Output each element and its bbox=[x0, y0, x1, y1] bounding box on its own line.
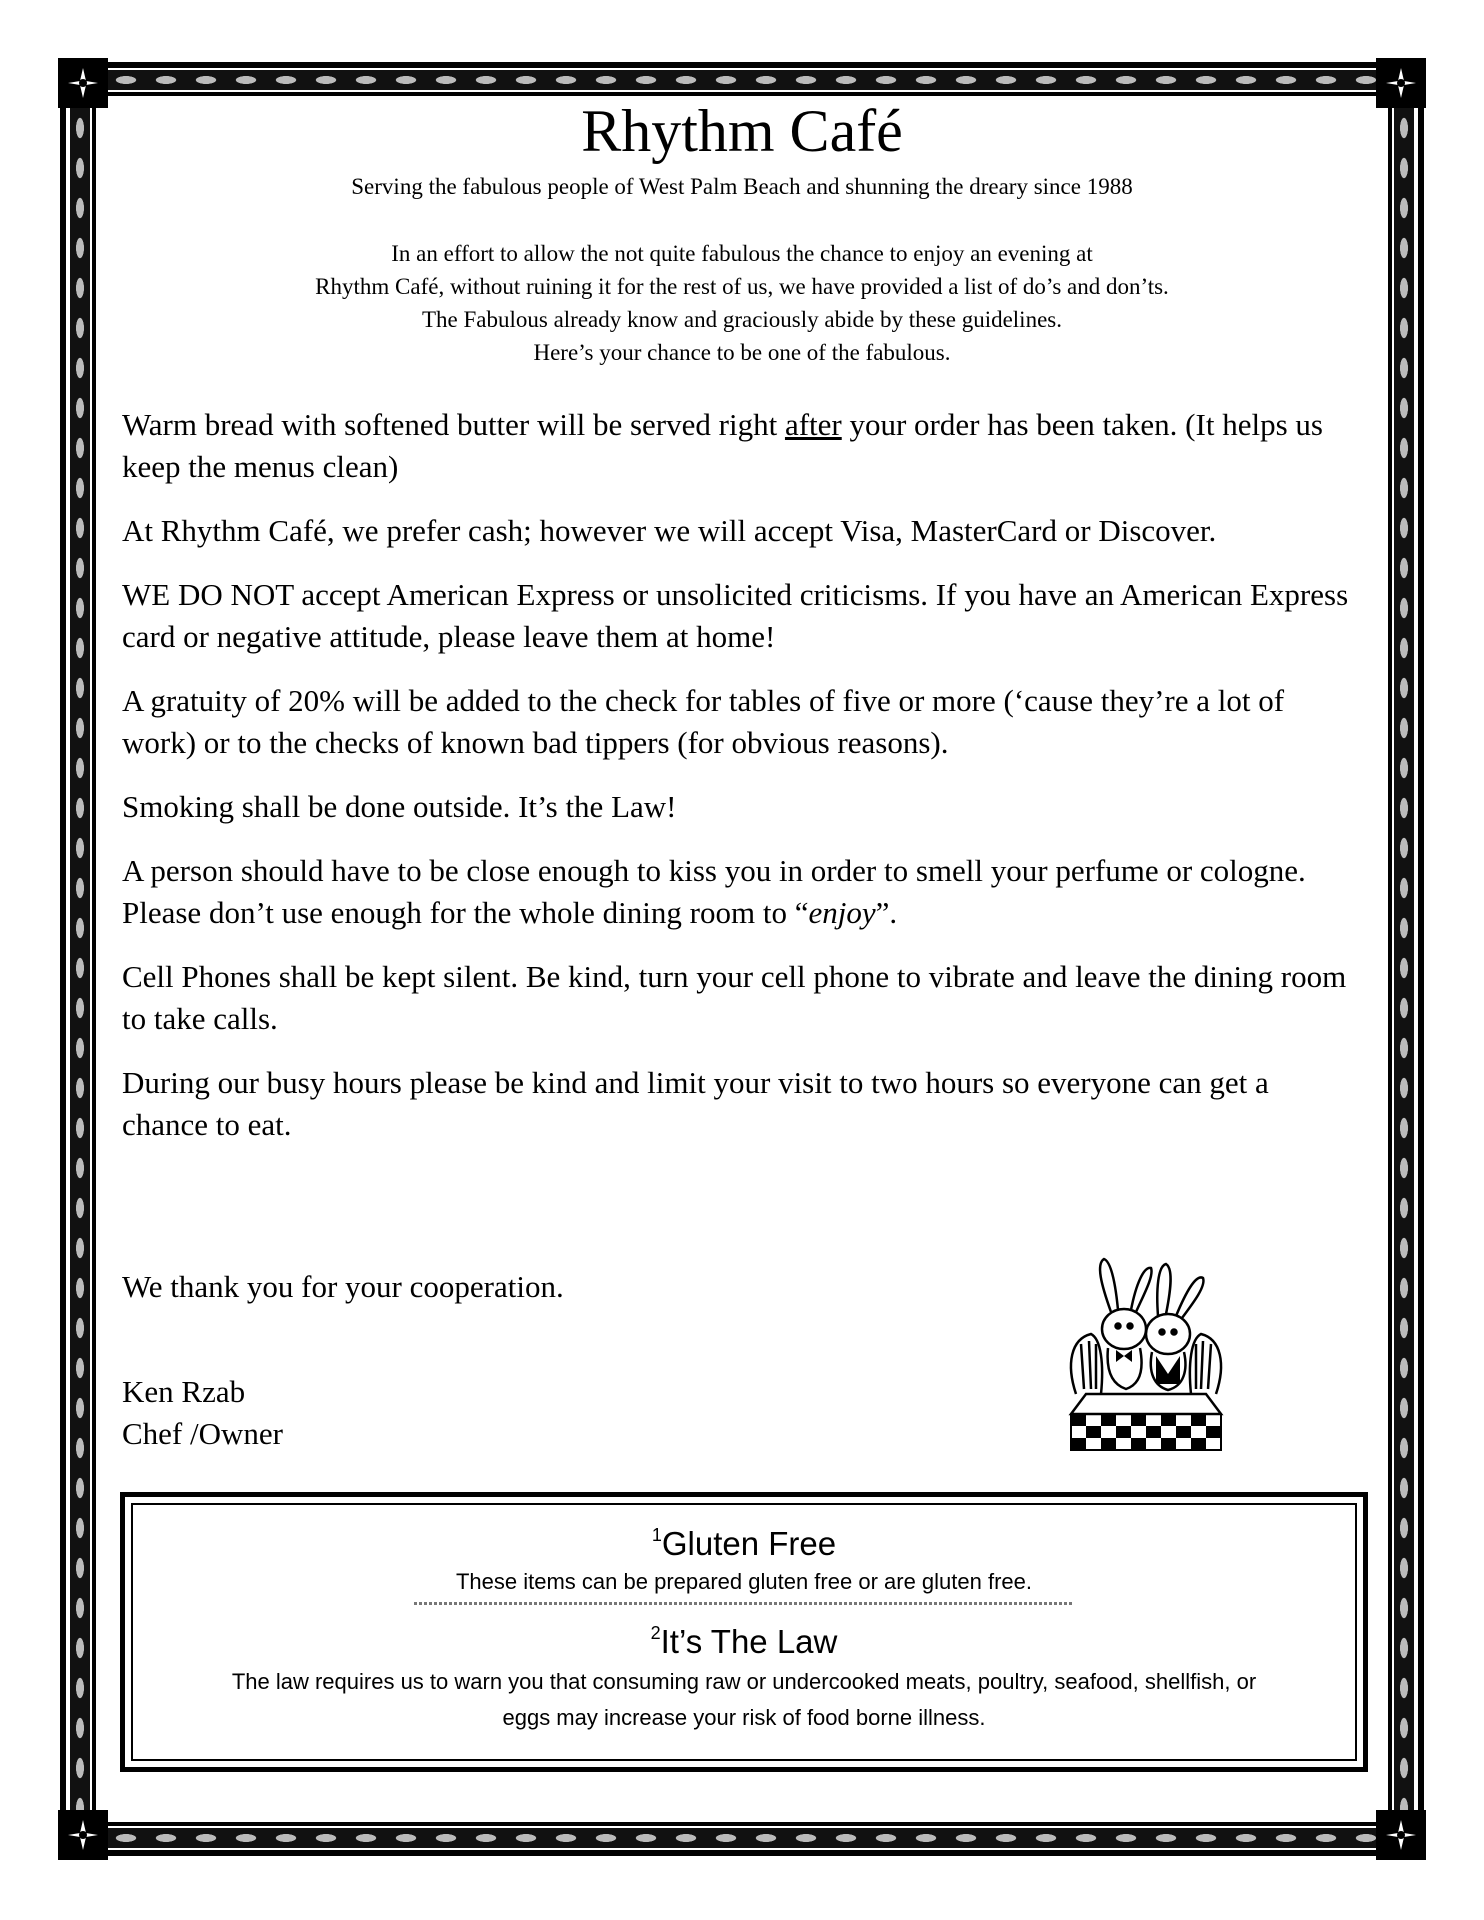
notes-box bbox=[120, 1492, 1368, 1772]
gluten-free-text: These items can be prepared gluten free or are gluten free. bbox=[455, 1569, 1032, 1594]
owner-name: Ken Rzab bbox=[122, 1374, 246, 1409]
frame-top-outer-line bbox=[60, 62, 1424, 68]
policy-bread: Warm bread with softened butter will be served right after your order has been taken. (It helps us keep the menus clean) bbox=[122, 407, 1323, 484]
notes-divider bbox=[414, 1602, 1074, 1605]
frame-bottom-inner-line bbox=[106, 1822, 1378, 1826]
frame-bottom-ovals bbox=[106, 1828, 1378, 1848]
corner-ornament-bottom-left bbox=[58, 1810, 108, 1860]
policy-payment: At Rhythm Café, we prefer cash; however we will accept Visa, MasterCard or Discover. bbox=[122, 513, 1217, 548]
footnote-marker-1: 1 bbox=[651, 1525, 662, 1545]
rabbits-dining-illustration bbox=[1056, 1244, 1236, 1454]
emphasis-enjoy: enjoy bbox=[808, 895, 876, 930]
policy-phones: Cell Phones shall be kept silent. Be kind, turn your cell phone to vibrate and leave the dining room to take calls. bbox=[122, 959, 1347, 1036]
gluten-free-title: $^1$Gluten Free bbox=[651, 1525, 837, 1562]
its-the-law-title: $^2$It’s The Law bbox=[650, 1623, 838, 1660]
intro-paragraph bbox=[0, 237, 1484, 369]
policy-smoking: Smoking shall be done outside. It’s the Law! bbox=[122, 789, 677, 824]
frame-top-ovals bbox=[106, 70, 1378, 90]
flower-ornament-icon bbox=[1382, 1816, 1420, 1854]
intro-line: Rhythm Café, without ruining it for the rest of us, we have provided a list of do’s and don’ts. bbox=[315, 274, 1169, 299]
policy-list bbox=[122, 404, 1362, 1168]
its-the-law-text: The law requires us to warn you that consuming raw or undercooked meats, poultry, seafood, shellfish, or eggs may increase your risk of food borne illness. bbox=[231, 1669, 1257, 1730]
intro-line: Here’s your chance to be one of the fabulous. bbox=[533, 340, 951, 365]
page-title: Rhythm Café bbox=[581, 98, 903, 164]
corner-ornament-bottom-right bbox=[1376, 1810, 1426, 1860]
policy-perfume: A person should have to be close enough to kiss you in order to smell your perfume or cologne. Please don’t use enough for the whole dining room to “enjoy”. bbox=[122, 853, 1306, 930]
emphasis-after: after bbox=[784, 407, 842, 442]
thanks-line: We thank you for your cooperation. bbox=[122, 1269, 564, 1304]
policy-gratuity: A gratuity of 20% will be added to the check for tables of five or more (‘cause they’re a lot of work) or to the checks of known bad tippers (for obvious reasons). bbox=[122, 683, 1285, 760]
owner-role: Chef /Owner bbox=[122, 1416, 283, 1451]
policy-amex: WE DO NOT accept American Express or unsolicited criticisms. If you have an American Express card or negative attitude, please leave them at home! bbox=[122, 577, 1349, 654]
tagline: Serving the fabulous people of West Palm Beach and shunning the dreary since 1988 bbox=[351, 174, 1133, 199]
flower-ornament-icon bbox=[64, 1816, 102, 1854]
intro-line: The Fabulous already know and graciously abide by these guidelines. bbox=[421, 307, 1062, 332]
notes-inner-border bbox=[131, 1503, 1357, 1761]
intro-line: In an effort to allow the not quite fabulous the chance to enjoy an evening at bbox=[391, 241, 1093, 266]
policy-time-limit: During our busy hours please be kind and limit your visit to two hours so everyone can get a chance to eat. bbox=[122, 1065, 1269, 1142]
frame-bottom-outer-line bbox=[60, 1850, 1424, 1856]
signature-block bbox=[122, 1371, 283, 1455]
footnote-marker-2: 2 bbox=[650, 1623, 661, 1643]
